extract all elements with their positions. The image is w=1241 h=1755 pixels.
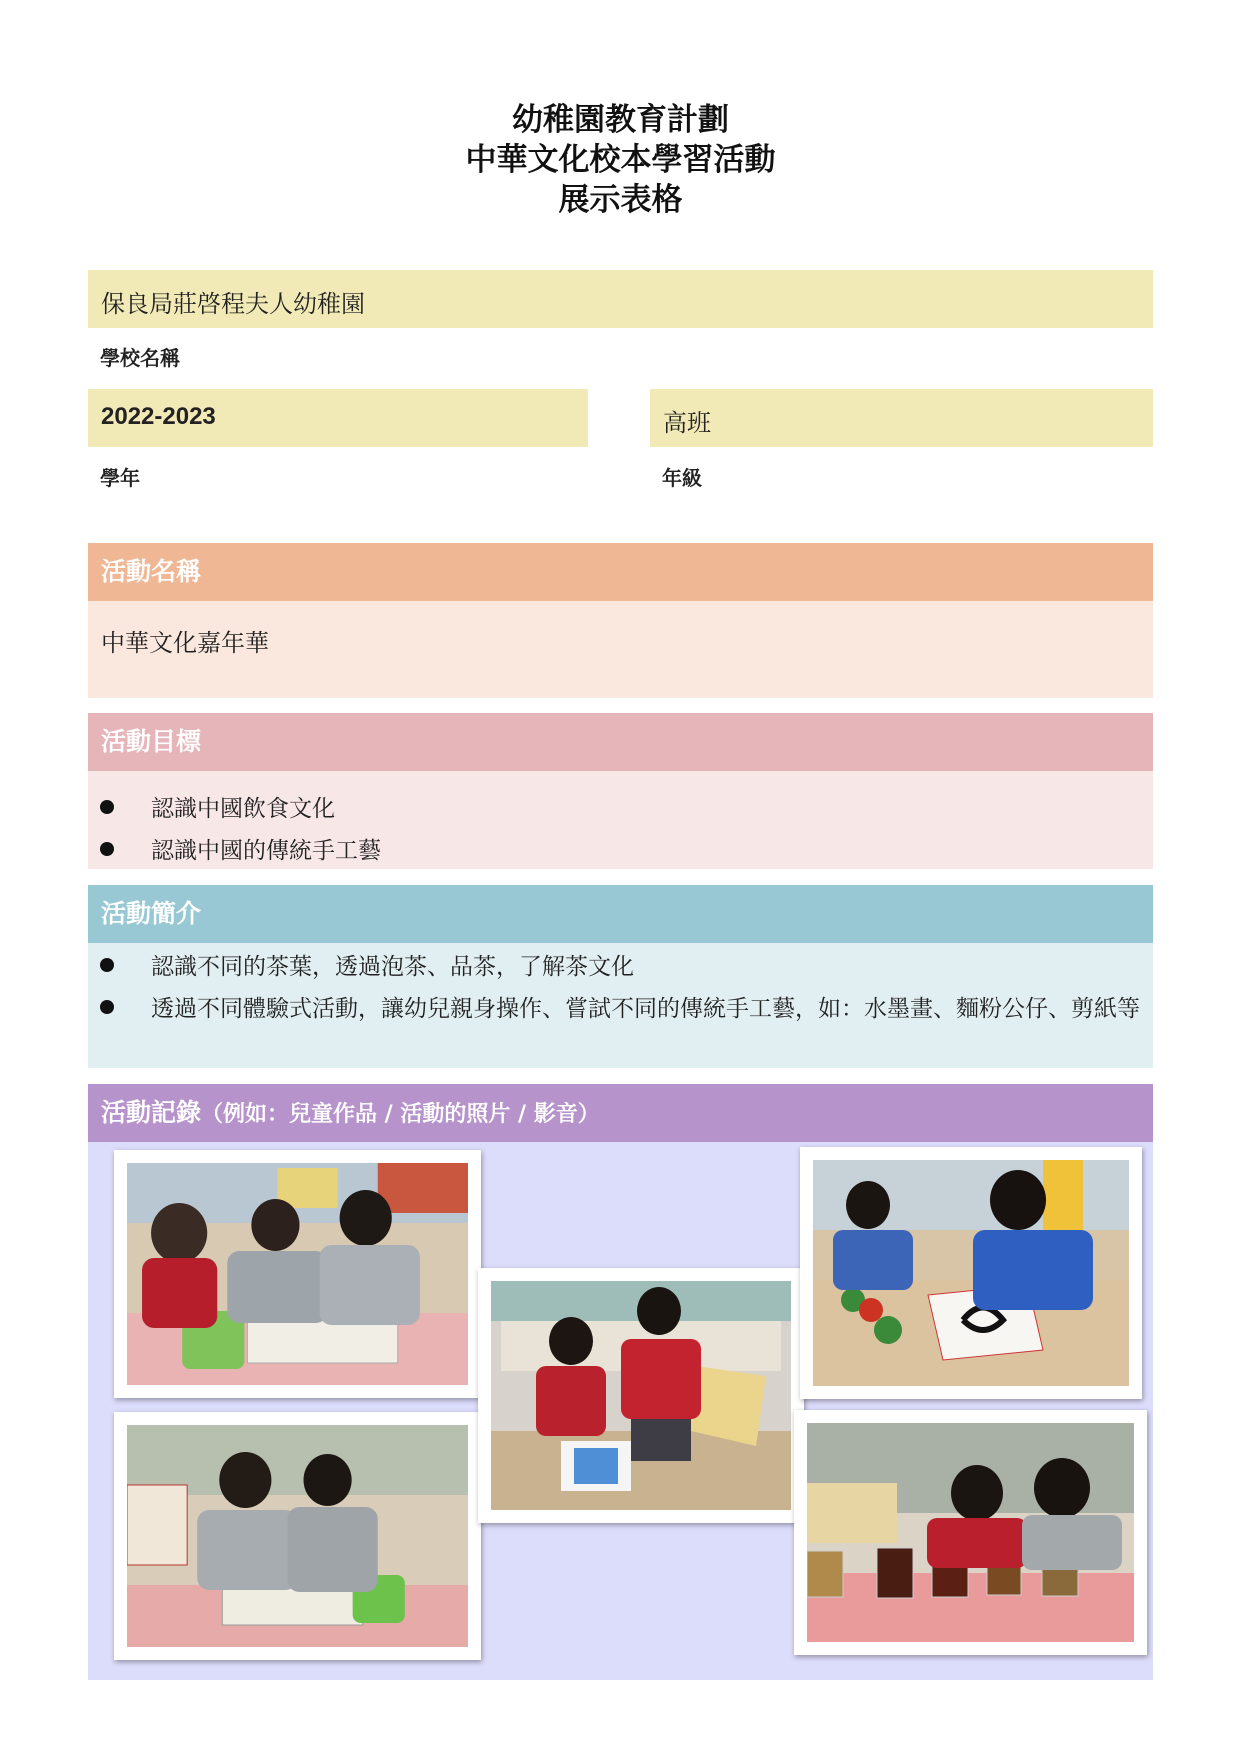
activity-objectives-header: 活動目標 [88,713,1153,771]
activity-name-body [88,601,1153,698]
activity-name-header: 活動名稱 [88,543,1153,601]
activity-photo-flour-tray [114,1150,481,1398]
school-year-value: 2022-2023 [101,403,216,430]
activity-photo-ink-painting [800,1147,1142,1399]
school-year-label: 學年 [100,466,140,490]
bullet-icon [100,842,114,856]
activity-records-header [88,1084,1153,1142]
objective-item: 認識中國飲食文化 [100,788,1229,830]
school-year-field [88,389,588,447]
activity-name-value: 中華文化嘉年華 [101,629,269,657]
school-name-label: 學校名稱 [100,346,180,370]
activity-photo-paper-cutting [478,1268,804,1523]
activity-photo-dough-figures [114,1412,481,1660]
school-name-field [88,270,1153,328]
intro-item: 認識不同的茶葉，透過泡茶、品茶，了解茶文化 [100,946,1229,988]
objective-item: 認識中國的傳統手工藝 [100,830,1229,872]
title-line-1: 幼稚園教育計劃 [512,102,729,138]
activity-records-title: 活動記錄 [101,1098,202,1127]
activity-records-note: （例如：兒童作品 / 活動的照片 / 影音） [201,1102,600,1127]
bullet-icon [100,958,114,972]
bullet-icon [100,1000,114,1014]
bullet-icon [100,800,114,814]
title-line-2: 中華文化校本學習活動 [465,142,776,178]
activity-photo-tea-tasting [794,1410,1147,1655]
title-line-3: 展示表格 [558,182,683,218]
grade-field [650,389,1153,447]
grade-label: 年級 [662,466,702,490]
grade-value: 高班 [663,409,711,437]
school-name-value: 保良局莊啓程夫人幼稚園 [101,290,365,318]
intro-item: 透過不同體驗式活動，讓幼兒親身操作、嘗試不同的傳統手工藝，如：水墨畫、麵粉公仔、剪紙等 [100,988,1229,1072]
activity-intro-header: 活動簡介 [88,885,1153,943]
